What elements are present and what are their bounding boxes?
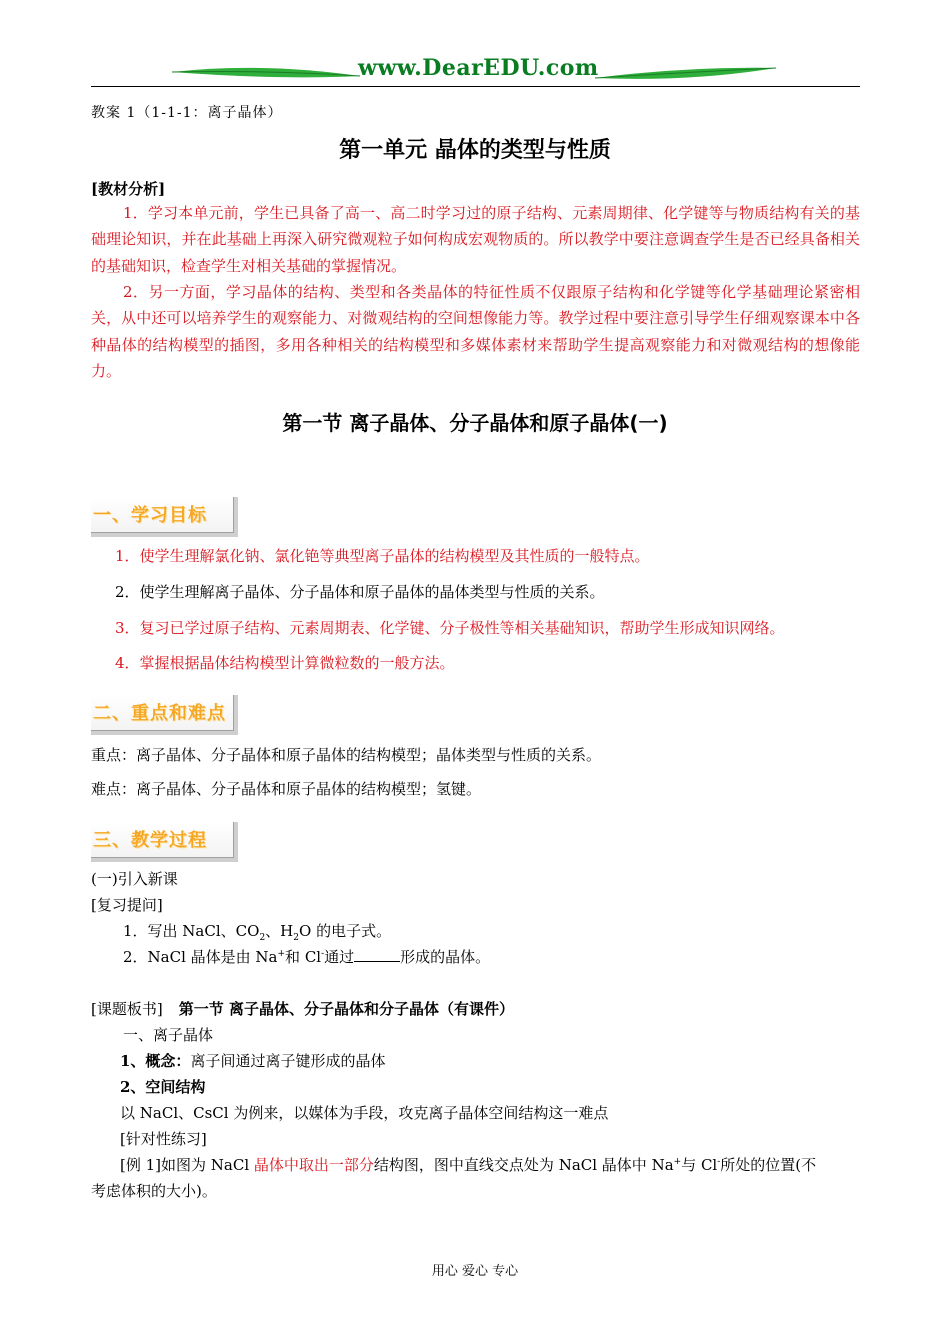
analysis-heading: [教材分析]	[91, 180, 166, 198]
board-line	[91, 998, 514, 1019]
ex-text-a: [例 1]如图为 NaCl	[120, 1156, 254, 1174]
q1-text-b: 、H	[265, 922, 294, 940]
keypoints-badge-label: 二、重点和难点	[93, 703, 226, 724]
space-heading: 2、空间结构	[120, 1078, 206, 1096]
space-text: 以 NaCl、CsCl 为例来，以媒体为手段，攻克离子晶体空间结构这一难点	[120, 1104, 609, 1122]
na-superscript: +	[277, 949, 286, 959]
q2-text-d: 形成的晶体。	[400, 948, 491, 966]
ex-cl-superscript: -	[717, 1157, 721, 1167]
ex-text-c: 与 Cl	[681, 1156, 718, 1174]
q1-text-c: O 的电子式。	[299, 922, 392, 940]
analysis-paragraph-1	[91, 200, 860, 279]
board-label: [课题板书]	[91, 1000, 163, 1018]
co2-subscript: 2	[259, 933, 266, 943]
ex-text-d: 所处的位置(不	[720, 1156, 817, 1174]
process-badge	[91, 822, 238, 862]
ex-text-red: 晶体中取出一部分	[253, 1156, 374, 1174]
intro-heading: (一)引入新课	[91, 870, 178, 888]
goals-badge-label: 一、学习目标	[93, 505, 207, 526]
concept-label: 1、概念：	[120, 1052, 191, 1070]
header-rule	[91, 86, 860, 87]
q2-text-c: 通过	[324, 948, 355, 966]
fill-blank	[354, 949, 400, 962]
question-1	[123, 920, 391, 943]
q2-text-a: 2．NaCl 晶体是由 Na	[123, 948, 278, 966]
analysis-p2-text: 2．另一方面，学习晶体的结构、类型和各类晶体的特征性质不仅跟原子结构和化学键等化学基础理论紧密相关，从中还可以培养学生的观察能力、对微观结构的空间想像能力等。教学过程中要注意引导学生仔细观察课本中各种晶体的结构模型的插图，多用各种相关的结构模型和多媒体素材来帮助学生提高观察能力和对微观结构的想像能力。	[91, 283, 860, 380]
practice-heading: [针对性练习]	[120, 1130, 207, 1148]
concept-line	[120, 1050, 385, 1071]
key-point: 重点：离子晶体、分子晶体和原子晶体的结构模型；晶体类型与性质的关系。	[91, 746, 602, 764]
h2o-subscript: 2	[293, 933, 299, 943]
goal-item-2: 2．使学生理解离子晶体、分子晶体和原子晶体的晶体类型与性质的关系。	[115, 583, 605, 601]
ex-na-superscript: +	[673, 1157, 682, 1167]
example-1-line-1	[120, 1154, 816, 1175]
difficult-point: 难点：离子晶体、分子晶体和原子晶体的结构模型；氢键。	[91, 780, 482, 798]
concept-text: 离子间通过离子键形成的晶体	[190, 1052, 386, 1070]
goal-item-3: 3．复习已学过原子结构、元素周期表、化学键、分子极性等相关基础知识，帮助学生形成知识网络。	[115, 619, 785, 637]
goal-item-4: 4．掌握根据晶体结构模型计算微粒数的一般方法。	[115, 654, 455, 672]
main-title: 第一单元 晶体的类型与性质	[339, 138, 611, 163]
ex-text-b: 结构图，图中直线交点处为 NaCl 晶体中 Na	[373, 1156, 674, 1174]
goal-item-1: 1．使学生理解氯化钠、氯化铯等典型离子晶体的结构模型及其性质的一般特点。	[115, 547, 650, 565]
process-badge-label: 三、教学过程	[93, 830, 207, 851]
analysis-p1-text: 1．学习本单元前，学生已具备了高一、高二时学习过的原子结构、元素周期律、化学键等与物质结构有关的基础理论知识，并在此基础上再深入研究微观粒子如何构成宏观物质的。所以教学中要注意调查学生是否已经具备相关的基础知识，检查学生对相关基础的掌握情况。	[91, 204, 860, 275]
review-heading: [复习提问]	[91, 896, 163, 914]
cl-superscript: -	[321, 949, 325, 959]
footer-motto: 用心 爱心 专心	[431, 1264, 519, 1279]
section-title: 第一节 离子晶体、分子晶体和原子晶体(一)	[282, 411, 668, 435]
keypoints-badge	[91, 695, 238, 735]
ionic-heading: 一、离子晶体	[123, 1026, 214, 1044]
q1-text-a: 1．写出 NaCl、CO	[123, 922, 260, 940]
site-url: www.DearEDU.com	[358, 55, 599, 81]
example-1-line-2: 考虑体积的大小)。	[91, 1182, 217, 1200]
question-2	[123, 946, 490, 967]
goals-badge	[91, 497, 238, 537]
doc-label: 教案 1（1-1-1：离子晶体）	[91, 105, 283, 121]
board-title: 第一节 离子晶体、分子晶体和分子晶体（有课件）	[178, 1000, 514, 1018]
analysis-paragraph-2	[91, 279, 860, 384]
q2-text-b: 和 Cl	[285, 948, 322, 966]
